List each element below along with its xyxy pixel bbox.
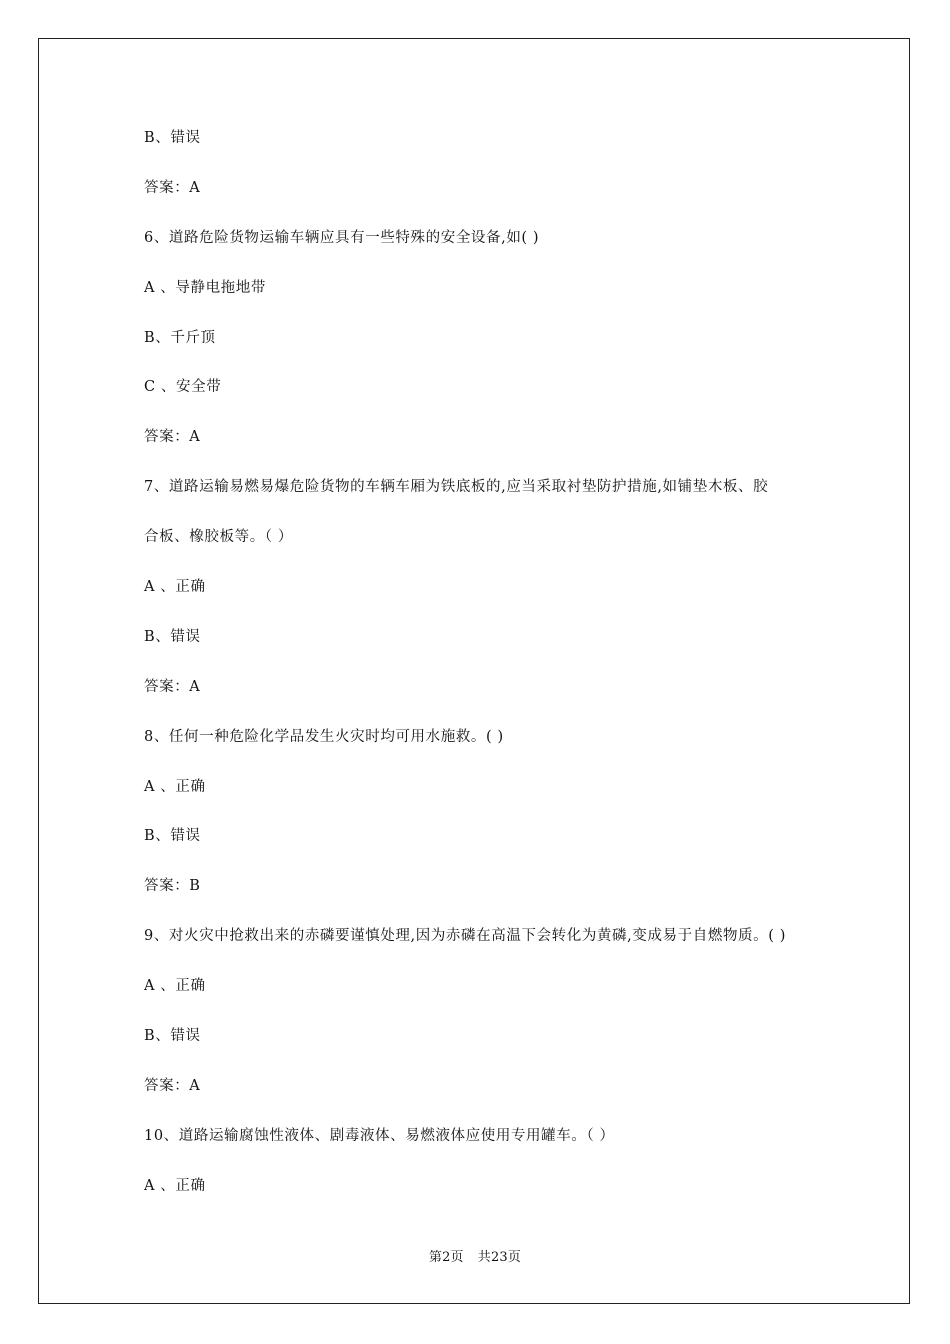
question-line: 7、道路运输易燃易爆危险货物的车辆车厢为铁底板的,应当采取衬垫防护措施,如铺垫木板、胶 (144, 479, 769, 496)
answer-line: 答案：A (144, 429, 201, 446)
answer-line: 答案：A (144, 179, 201, 196)
option-line: A 、正确 (144, 1177, 206, 1194)
option-line: B、千斤顶 (144, 329, 216, 346)
option-line: B、错误 (144, 628, 201, 645)
question-line: 9、对火灾中抢救出来的赤磷要谨慎处理,因为赤磷在高温下会转化为黄磷,变成易于自燃物质。( ) (144, 928, 786, 945)
option-line: B、错误 (144, 130, 201, 146)
option-line: A 、正确 (144, 778, 206, 795)
page-footer (0, 1246, 950, 1265)
option-line: C 、安全带 (144, 379, 222, 396)
option-line: A 、正确 (144, 978, 206, 995)
answer-line: 答案：A (144, 1077, 201, 1094)
answer-line: 答案：B (144, 878, 201, 895)
page-number: 第2页 (428, 1250, 464, 1265)
question-line: 10、道路运输腐蚀性液体、剧毒液体、易燃液体应使用专用罐车。（ ） (144, 1127, 615, 1144)
answer-line: 答案：A (144, 678, 201, 695)
option-line: B、错误 (144, 1028, 201, 1045)
document-body (144, 126, 824, 1224)
question-continuation-line: 合板、橡胶板等。（ ） (144, 529, 293, 546)
question-line: 6、道路危险货物运输车辆应具有一些特殊的安全设备,如( ) (144, 229, 540, 246)
question-line: 8、任何一种危险化学品发生火灾时均可用水施救。( ) (144, 728, 504, 745)
total-pages: 共23页 (477, 1250, 522, 1265)
option-line: B、错误 (144, 828, 201, 845)
option-line: A 、导静电拖地带 (144, 279, 266, 296)
option-line: A 、正确 (144, 579, 206, 596)
